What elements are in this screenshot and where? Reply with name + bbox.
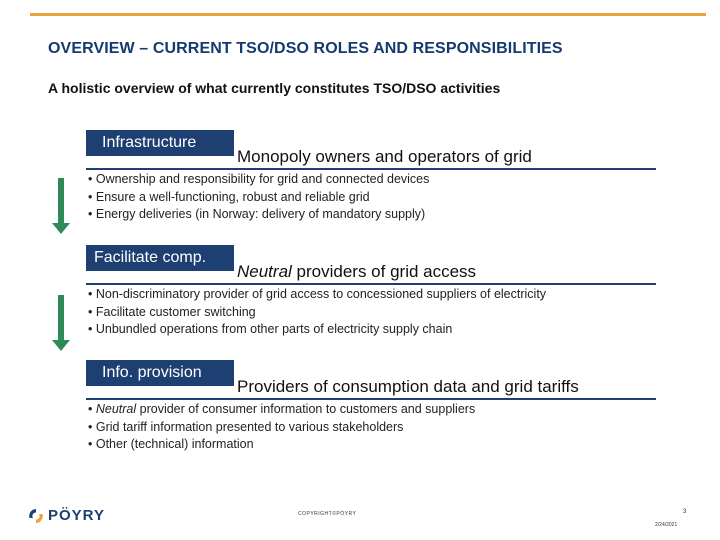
date: 2/24/2021: [655, 522, 678, 528]
label-infrastructure: Infrastructure: [86, 130, 234, 156]
slide-subtitle: A holistic overview of what currently constitutes TSO/DSO activities: [48, 80, 501, 96]
top-accent-line: [30, 13, 706, 16]
logo-text: PÖYRY: [48, 507, 105, 524]
copyright: COPYRIGHT©PÖYRY: [298, 511, 357, 517]
heading-info-provision: [237, 377, 579, 397]
list-item: • Non-discriminatory provider of grid access to concessioned suppliers of electricity: [88, 286, 546, 304]
down-arrow-icon: [55, 178, 67, 234]
heading-text: Providers of consumption data and grid tariffs: [237, 377, 579, 396]
bullets-facilitate-competition: [88, 286, 546, 339]
list-item: • Other (technical) information: [88, 436, 475, 454]
list-item: [88, 401, 475, 419]
heading-emphasis: Neutral: [237, 262, 292, 281]
list-item: • Unbundled operations from other parts of electricity supply chain: [88, 321, 546, 339]
list-item: • Grid tariff information presented to various stakeholders: [88, 419, 475, 437]
bullet-emphasis: Neutral: [95, 402, 137, 416]
label-info-provision: Info. provision: [86, 360, 234, 386]
list-item: • Ownership and responsibility for grid and connected devices: [88, 171, 429, 189]
list-item: • Ensure a well-functioning, robust and reliable grid: [88, 189, 429, 207]
section-rule: [86, 398, 656, 400]
bullet-text: provider of consumer information to customers and suppliers: [136, 402, 476, 416]
list-item: • Facilitate customer switching: [88, 304, 546, 322]
page-number: 3: [683, 509, 687, 515]
poyry-swirl-icon: [28, 508, 44, 524]
label-facilitate-competition: Facilitate comp.: [86, 245, 234, 271]
down-arrow-icon: [55, 295, 67, 351]
heading-infrastructure: [237, 147, 532, 167]
heading-text: Monopoly owners and operators of grid: [237, 147, 532, 166]
heading-facilitate-competition: [237, 262, 476, 282]
slide-title: OVERVIEW – CURRENT TSO/DSO ROLES AND RESPONSIBILITIES: [48, 40, 563, 57]
poyry-logo: [28, 507, 105, 524]
list-item: • Energy deliveries (in Norway: delivery of mandatory supply): [88, 206, 429, 224]
bullets-infrastructure: [88, 171, 429, 224]
bullets-info-provision: [88, 401, 475, 454]
section-rule: [86, 168, 656, 170]
heading-text: providers of grid access: [291, 262, 477, 281]
section-rule: [86, 283, 656, 285]
